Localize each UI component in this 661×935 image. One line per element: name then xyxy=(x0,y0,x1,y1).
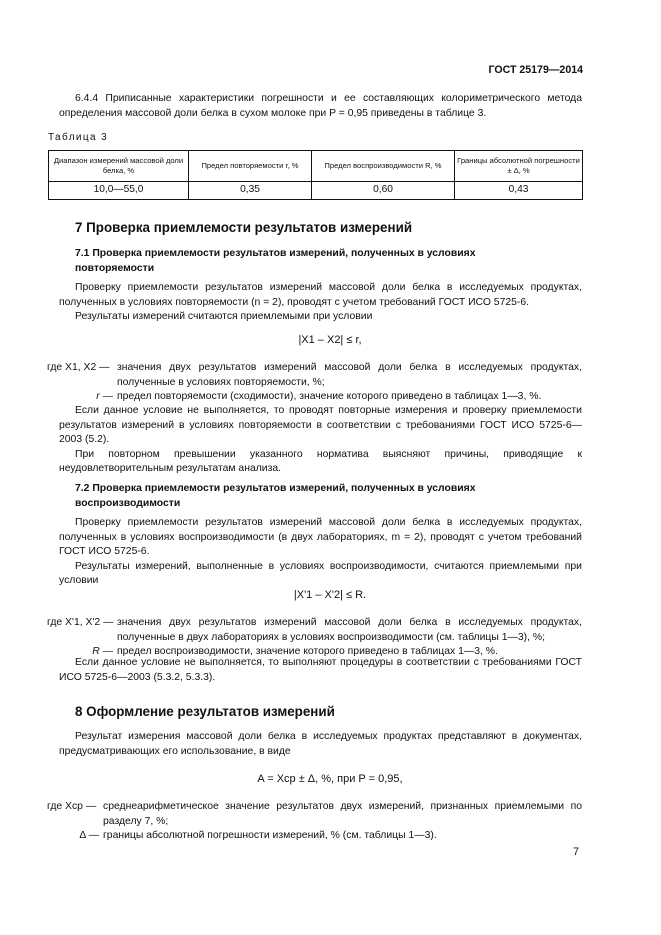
where-item: где X'1, X'2 — значения двух результатов измерений массовой доли белка в исследуемых продуктах, полученные в двух лабораториях в условиях воспроизводимости (см. таблицы 1—3), %; xyxy=(47,617,582,643)
where-item: Δ — границы абсолютной погрешности измерений, % (см. таблицы 1—3). xyxy=(79,830,437,842)
table-header-row xyxy=(49,151,583,182)
section-7-2-text: Проверку приемлемости результатов измерений массовой доли белка в исследуемых продуктах, полученных в условиях воспроизводимости (в двух лабораториях, m = 2), проводят с учетом требований ГОСТ ИСО 5725-6. Результаты измерений, выполненные в условиях воспроизводимости, считаются приемлемыми при условии xyxy=(59,517,582,587)
table-header-cell: Границы абсолютной погрешности ± Δ, % xyxy=(455,151,583,182)
table-3 xyxy=(48,150,583,200)
section-7-1-text: Проверку приемлемости результатов измерений массовой доли белка в исследуемых продуктах, полученных в условиях повторяемости (n = 2), проводят с учетом требований ГОСТ ИСО 5725-6. Результаты измерений считаются приемлемыми при условии xyxy=(59,282,582,323)
document-id: ГОСТ 25179—2014 xyxy=(488,64,583,76)
section-7-2-title: 7.2 Проверка приемлемости результатов измерений, полученных в условиях воспроизводимости xyxy=(75,483,476,509)
table-header-cell: Диапазон измерений массовой доли белка, % xyxy=(49,151,189,182)
where-item: где X1, X2 — значения двух результатов измерений массовой доли белка в исследуемых продуктах, полученные в условиях повторяемости, %; xyxy=(47,362,582,388)
table-row xyxy=(49,182,583,200)
formula-result: A = Xср ± Δ, %, при P = 0,95, xyxy=(257,773,403,785)
page-number: 7 xyxy=(573,846,579,858)
table-cell: 0,43 xyxy=(455,182,583,200)
section-7-title: 7 Проверка приемлемости результатов измерений xyxy=(75,220,413,235)
table-header-cell: Предел повторяемости r, % xyxy=(189,151,312,182)
where-block-2 xyxy=(47,616,582,660)
section-8-text: Результат измерения массовой доли белка в исследуемых продуктах представляют в документах, предусматривающих его использование, в виде xyxy=(59,731,582,757)
formula-repeatability: |X1 – X2| ≤ r, xyxy=(298,334,362,346)
where-item: где Xср — среднеарифметическое значение результатов двух измерений, признанных приемлемыми по разделу 7, %; xyxy=(47,801,582,827)
table-label: Таблица 3 xyxy=(48,132,109,143)
table-header-cell: Предел воспроизводимости R, % xyxy=(312,151,455,182)
section-7-1-title: 7.1 Проверка приемлемости результатов измерений, полученных в условиях повторяемости xyxy=(75,248,476,274)
section-7-1-tail: Если данное условие не выполняется, то проводят повторные измерения и проверку приемлемости результатов измерений в условиях повторяемости в соответствии с требованиями ГОСТ ИСО 5725-6—2003 (5.2). При повторном превышении указанного норматива выясняют причины, приводящие к неудовлетворительным результатам анализа. xyxy=(59,405,582,475)
where-item: r — предел повторяемости (сходимости), значение которого приведено в таблицах 1—3, %. xyxy=(96,391,542,403)
intro-paragraph: 6.4.4 Приписанные характеристики погрешности и ее составляющих колориметрического метода определения массовой доли белка в сухом молоке при P = 0,95 приведены в таблице 3. xyxy=(59,93,582,119)
table-cell: 10,0—55,0 xyxy=(49,182,189,200)
where-block-1 xyxy=(47,361,582,405)
where-block-3 xyxy=(47,800,582,844)
where-item: R — предел воспроизводимости, значение которого приведено в таблицах 1—3, %. xyxy=(92,646,498,658)
section-7-2-tail: Если данное условие не выполняется, то выполняют процедуры в соответствии с требованиями ГОСТ ИСО 5725-6—2003 (5.3.2, 5.3.3). xyxy=(59,657,582,683)
formula-reproducibility: |X'1 – X'2| ≤ R. xyxy=(293,589,367,601)
table-cell: 0,35 xyxy=(189,182,312,200)
table-cell: 0,60 xyxy=(312,182,455,200)
section-8-title: 8 Оформление результатов измерений xyxy=(75,704,335,719)
